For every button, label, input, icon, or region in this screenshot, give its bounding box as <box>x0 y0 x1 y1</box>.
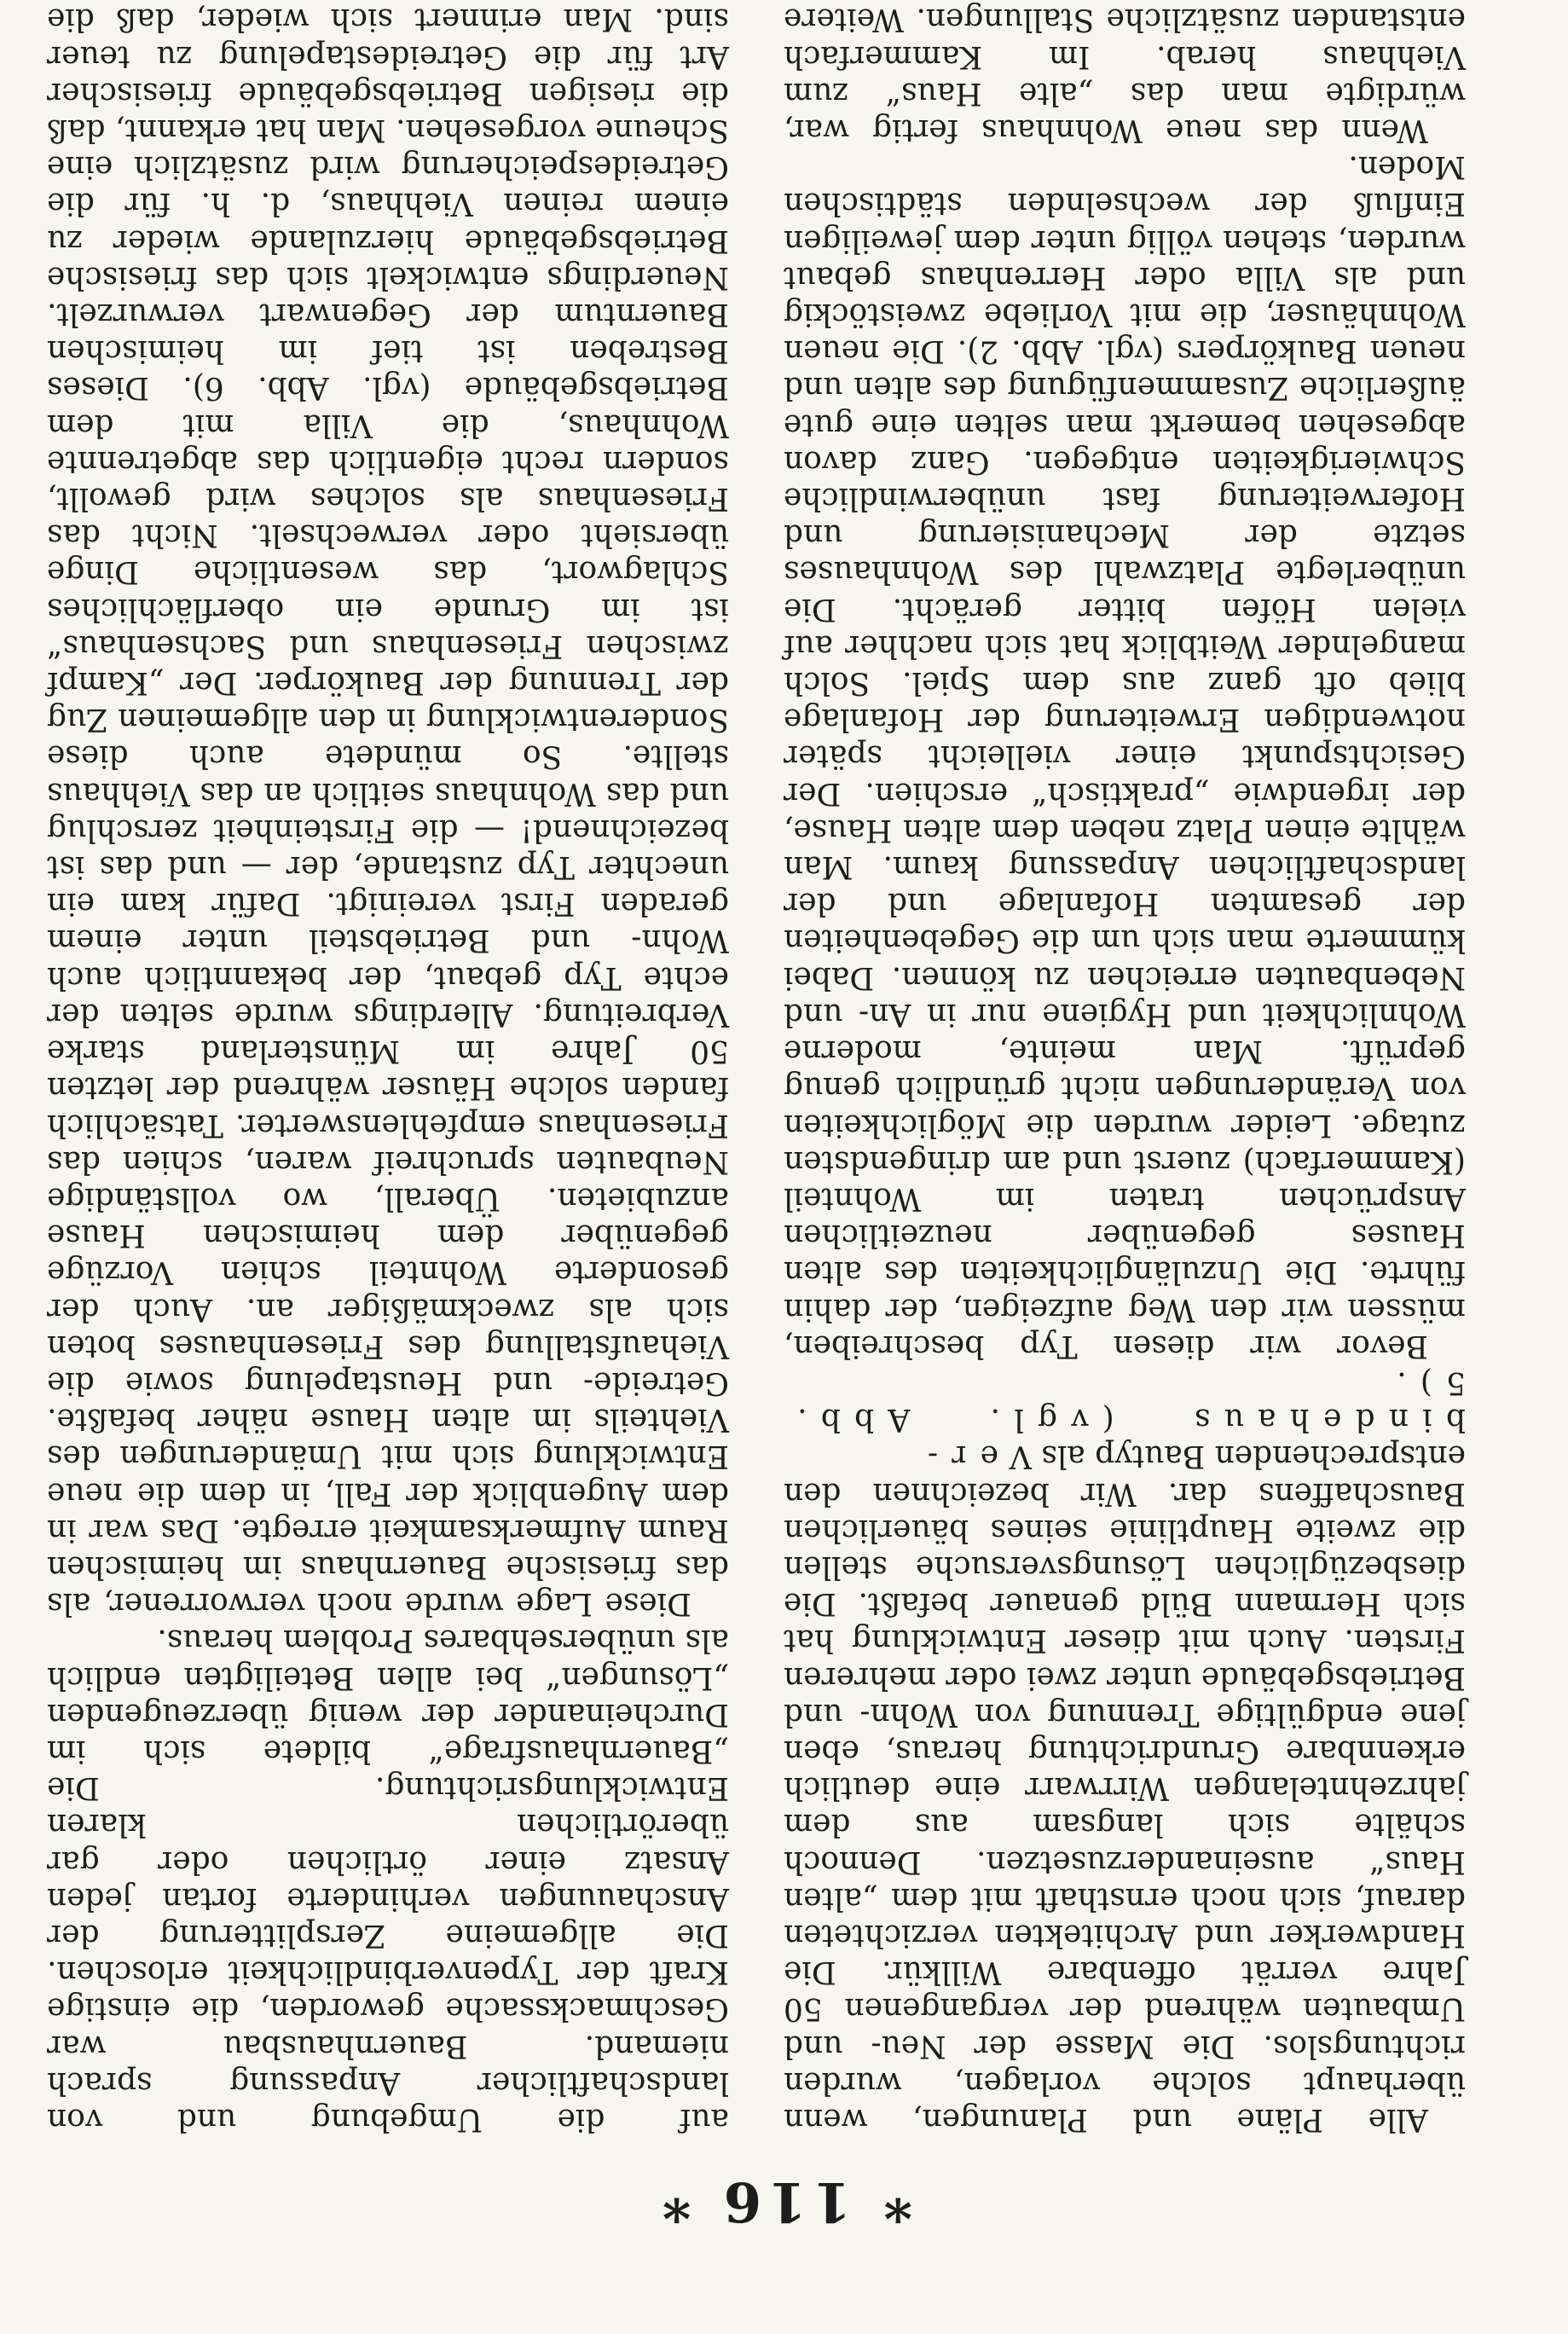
paragraph <box>784 1438 1466 2138</box>
paragraph: Diese Lage wurde noch verworrener, als das friesische Bauernhaus im heimischen Raum Aufmerksamkeit erregte. Das war in dem Augenblick der Fall, in dem die neue Entwicklung sich mit Umänderungen des Viehteils im alten Hause näher befaßte. Getreide- und Heustapelung sowie die Viehaufstallung des Friesenhauses boten sich als zweckmäßiger an. Auch der gesonderte Wohnteil schien Vorzüge gegenüber dem heimischen Hause anzubieten. Überall, wo vollständige Neubauten spruchreif waren, schien das Friesenhaus empfehlenswerter. Tatsächlich fanden solche Häuser während der letzten 50 Jahre im Münsterland starke Verbreitung. Allerdings wurde selten der echte Typ gebaut, der bekanntlich auch Wohn- und Betriebsteil unter einem geraden First vereinigt. Dafür kam ein unechter Typ zustande, der — und das ist bezeichnend! — die Firsteinheit zerschlug und das Wohnhaus seitlich an das Viehhaus stellte. So mündete auch diese Sonderentwicklung in den allgemeinen Zug der Trennung der Baukörper. Der „Kampf zwischen Friesenhaus und Sachsenhaus“ ist im Grunde ein oberflächliches Schlagwort, das wesentliche Dinge übersieht oder verwechselt. Nicht das Friesenhaus als solches wird gewollt, sondern recht eigentlich das abgetrennte Wohnhaus, die Villa mit dem Betriebsgebäude (vgl. Abb. 6). Dieses Bestreben ist tief im heimischen Bauerntum der Gegenwart verwurzelt. Neuerdings entwickelt sich das friesische Betriebsgebäude hierzulande wieder zu einem reinen Viehhaus, d. h. für die Getreidespeicherung wird zusätzlich eine Scheune vorgesehen. Man hat erkannt, daß die riesigen Betriebsgebäude friesischer Art für die Getreidestapelung zu teuer sind. Man erinnert sich wieder, daß die <box>47 2 729 1622</box>
paragraph-text: Alle Pläne und Planungen, wenn überhaupt solche vorlagen, wurden richtungslos. Die Masse der Neu- und Umbauten während der vergangenen 50 Jahre verrät offenbare Willkür. Die Handwerker und Architekten verzichteten darauf, sich noch ernsthaft mit dem „alten Haus“ auseinanderzusetzen. Dennoch schälte sich langsam aus dem jahrzehntelangen Wirrwarr eine deutlich erkennbare Grundrichtung heraus, eben jene endgültige Trennung von Wohn- und Betriebsgebäude unter zwei oder mehreren Firsten. Auch mit dieser Entwicklung hat sich Hermann Büld genauer befaßt. Die diesbezüglichen Lösungsversuche stellen die zweite Hauptlinie seines bäuerlichen Bauschaffens dar. Wir bezeichnen den entsprechenden Bautyp als <box>784 1439 1466 2137</box>
paragraph: bindehaus (vgl. Abb. 5). <box>784 1364 1466 1438</box>
paragraph: Bevor wir diesen Typ beschreiben, müssen wir den Weg aufzeigen, der dahin führte. Die Unzulänglichkeiten des alten Hauses gegenüber neuzeitlichen Ansprüchen traten im Wohnteil (Kammerfach) zuerst und am dringendsten zutage. Leider wurden die Möglichkeiten von Veränderungen nicht gründlich genug geprüft. Man meinte, moderne Wohnlichkeit und Hygiene nur in An- und Nebenbauten erreichen zu können. Dabei kümmerte man sich um die Gegebenheiten der gesamten Hofanlage und der landschaftlichen Anpassung kaum. Man wählte einen Platz neben dem alten Hause, der irgendwie „praktisch“ erschien. Der Gesichtspunkt einer vielleicht später notwendigen Erweiterung der Hofanlage blieb oft ganz aus dem Spiel. Solch mangelnder Weitblick hat sich nachher auf vielen Höfen bitter gerächt. Die unüberlegte Platzwahl des Wohnhauses setzte der Mechanisierung und Hoferweiterung fast unüberwindliche Schwierigkeiten entgegen. Ganz davon abgesehen bemerkt man selten eine gute äußerliche Zusammenfügung des alten und neuen Baukörpers (vgl. Abb. 2). Die neuen Wohnhäuser, die mit Vorliebe zweistöckig und als Villa oder Herrenhaus gebaut wurden, stehen völlig unter dem jeweiligen Einfluß der wechselnden städtischen Moden. <box>784 149 1466 1364</box>
paragraph: auf die Umgebung und von landschaftlicher Anpassung sprach niemand. Bauernhausbau war Geschmackssache geworden, die einstige Kraft der Typenverbindlichkeit erloschen. Die allgemeine Zersplitterung der Anschauungen verhinderte fortan jeden Ansatz einer örtlichen oder gar überörtlichen klaren Entwicklungsrichtung. Die „Bauernhausfrage“ bildete sich im Durcheinander der wenig überzeugenden „Lösungen“ bei allen Beteiligten endlich als unübersehbares Problem heraus. <box>47 1623 729 2137</box>
spaced-term: Ver- <box>913 1439 1032 1474</box>
page-number: * 116 * <box>655 2169 913 2233</box>
right-column <box>47 0 729 2138</box>
left-column <box>784 0 1466 2138</box>
paragraph: Wenn das neue Wohnhaus fertig war, würdigte man das „alte Haus“ zum Viehhaus herab. Im Kammerfach entstanden zusätzliche Stallungen. Weitere <box>784 2 1466 148</box>
